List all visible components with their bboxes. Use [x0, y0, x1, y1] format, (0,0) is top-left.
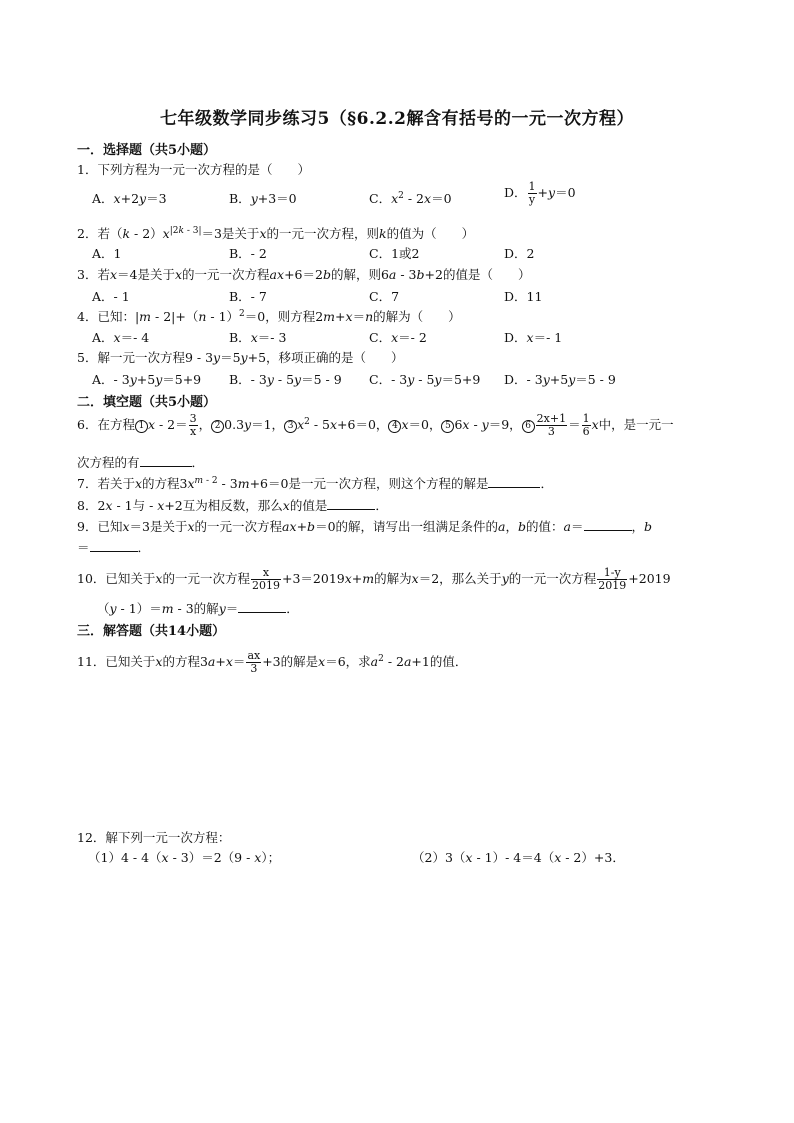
question-1-stem: 1．下列方程为一元一次方程的是（ ）	[77, 162, 310, 177]
question-6-line1: 6．在方程 1 x - 2＝ $\frac{3}{x}$ ， 2 0.3y＝1， 3 $x^2 - 5x+6=0$， 4 x＝0， 5 6x - y＝9， 6 $\frac{2x+1}{3}$ ＝ $\frac{1}{6}$ x中，是一元一	[77, 412, 674, 438]
question-7: 7．若关于x的方程$3x^{m - 2} - 3m+6=0$是一元一次方程，则这个方程的解是 ．	[77, 475, 553, 491]
q2-option-a: A．1	[92, 246, 122, 261]
q2-option-c: C．1或2	[369, 246, 420, 261]
q3-option-b: B．- 7	[229, 289, 267, 304]
question-10-line1: 10．已知关于x的一元一次方程 $\frac{x}{2019}$ +3＝2019x+m的解为x＝2，那么关于y的一元一次方程 $\frac{1-y}{2019}$ +2019	[77, 566, 671, 592]
q3-option-d: D．11	[504, 289, 543, 304]
q4-option-c: C．x＝- 2	[369, 330, 427, 345]
q4-option-d: D．x＝- 1	[504, 330, 563, 345]
q1-option-b: B．y+3＝0	[229, 191, 297, 206]
page-title: 七年级数学同步练习5（§6.2.2解含有括号的一元一次方程）	[159, 109, 635, 129]
question-4-stem: 4．已知：|m - 2|+（n - 1）$^2$＝0，则方程2m+x＝n的解为（ ）	[77, 308, 461, 324]
q5-option-a: A．- 3y+5y＝5+9	[92, 372, 202, 387]
question-6-line2: 次方程的有 ．	[77, 455, 205, 470]
question-11: 11．已知关于x的方程3a+x＝ $\frac{ax}{3}$ +3的解是x＝6，求$a^2 - 2a+1$的值．	[77, 649, 468, 675]
question-9-line1: 9．已知x＝3是关于x的一元一次方程ax+b＝0的解，请写出一组满足条件的a，b的值：a＝ ，b	[77, 519, 653, 534]
section-choice-heading: 一．选择题（共5小题）	[77, 143, 217, 158]
q4-option-b: B．x＝- 3	[229, 330, 287, 345]
q5-option-c: C．- 3y - 5y＝5+9	[369, 372, 481, 387]
q4-option-a: A．x＝- 4	[92, 330, 150, 345]
question-2-stem: 2．若$(k - 2)x^{|2k - 3|}=3$是关于x的一元一次方程，则k的值为（ ）	[77, 225, 475, 241]
question-8: 8．2x - 1与 - x+2互为相反数，那么x的值是 ．	[77, 498, 388, 513]
question-5-stem: 5．解一元一次方程9 - 3y＝5y+5，移项正确的是（ ）	[77, 350, 404, 365]
question-12-part-2: （2）3（x - 1）- 4＝4（x - 2）+3．	[412, 850, 625, 865]
q5-option-b: B．- 3y - 5y＝5 - 9	[229, 372, 342, 387]
q1-option-c: C．$x^2 - 2x=0$	[369, 190, 452, 206]
question-12-stem: 12．解下列一元一次方程：	[77, 830, 231, 845]
q2-option-d: D．2	[504, 246, 535, 261]
q3-option-c: C．7	[369, 289, 400, 304]
section-solve-heading: 三．解答题（共14小题）	[77, 624, 226, 639]
q3-option-a: A．- 1	[92, 289, 130, 304]
question-3-stem: 3．若x＝4是关于x的一元一次方程ax+6＝2b的解，则6a - 3b+2的值是（ ）	[77, 267, 531, 282]
question-12-part-1: （1）4 - 4（x - 3）＝2（9 - x）；	[88, 850, 281, 865]
q5-option-d: D．- 3y+5y＝5 - 9	[504, 372, 616, 387]
q1-option-d: D． $\frac{1}{y}$ +y＝0	[504, 180, 576, 206]
section-fill-heading: 二．填空题（共5小题）	[77, 395, 217, 410]
question-9-line2: ＝ ．	[77, 540, 151, 555]
q1-option-a: A．x+2y＝3	[92, 191, 167, 206]
question-10-line2: （y - 1）＝m - 3的解y＝ ．	[97, 601, 299, 616]
q2-option-b: B．- 2	[229, 246, 267, 261]
